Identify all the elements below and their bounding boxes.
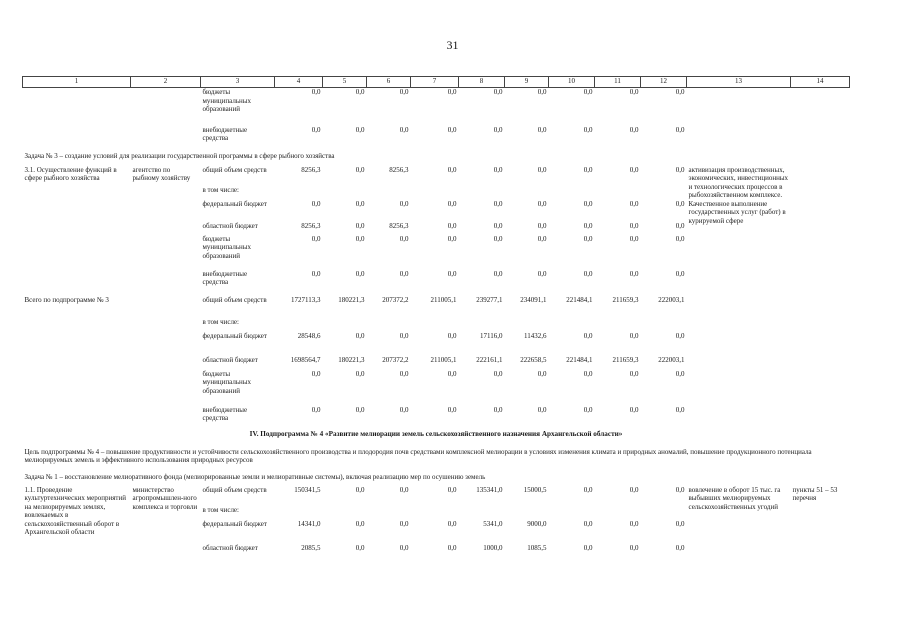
funding-source: общий объем средств — [202, 165, 267, 174]
value-cell: 0,0 — [537, 125, 547, 134]
value-cell: 0,0 — [311, 369, 321, 378]
value-cell: 0,0 — [537, 88, 547, 96]
value-cell: 8256,3 — [301, 165, 321, 174]
col-header: 10 — [549, 77, 595, 88]
value-cell: 1727113,3 — [291, 295, 321, 304]
goal-row — [23, 444, 850, 468]
value-cell: 0,0 — [447, 221, 457, 230]
col-header: 14 — [791, 77, 850, 88]
table-row — [23, 486, 850, 506]
value-cell: 0,0 — [675, 485, 685, 494]
task-1-text: Задача № 1 – восстановление мелиоративного фонда (мелиорированные земли и мелиоративные системы), включая реализацию мер по осушению земель — [24, 472, 486, 481]
value-cell: 0,0 — [311, 125, 321, 134]
value-cell: 0,0 — [311, 88, 321, 96]
value-cell: 0,0 — [355, 221, 365, 230]
value-cell: 0,0 — [493, 269, 503, 278]
value-cell: 0,0 — [355, 234, 365, 243]
value-cell: 0,0 — [583, 331, 593, 340]
value-cell: 0,0 — [447, 405, 457, 414]
value-cell: 0,0 — [675, 331, 685, 340]
value-cell: 0,0 — [447, 88, 457, 96]
value-cell: 0,0 — [355, 331, 365, 340]
value-cell: 222658,5 — [520, 355, 547, 364]
value-cell: 0,0 — [493, 405, 503, 414]
value-cell: 28548,6 — [297, 331, 321, 340]
value-cell: 239277,1 — [476, 295, 503, 304]
value-cell: 0,0 — [399, 543, 409, 552]
value-cell: 0,0 — [355, 369, 365, 378]
funding-source: областной бюджет — [202, 543, 258, 552]
col-header: 6 — [367, 77, 411, 88]
section-title-row — [23, 430, 850, 444]
value-cell: 0,0 — [675, 369, 685, 378]
value-cell: 0,0 — [355, 405, 365, 414]
executor: министерство агропромышлен-ного комплекса и торговли — [132, 485, 198, 511]
value-cell: 0,0 — [493, 369, 503, 378]
task-row — [23, 468, 850, 486]
value-cell: 180221,3 — [338, 295, 365, 304]
measure-name: 1.1. Проведение культуртехнических мероприятий на мелиорируемых землях, вовлекаемых в сельскохозяйственный оборот в Архангельской области — [24, 485, 126, 537]
value-cell: 0,0 — [629, 165, 639, 174]
value-cell: 0,0 — [675, 125, 685, 134]
value-cell: 0,0 — [583, 485, 593, 494]
value-cell: 222161,1 — [476, 355, 503, 364]
value-cell: 0,0 — [399, 485, 409, 494]
table-row — [23, 88, 850, 126]
value-cell: 0,0 — [447, 519, 457, 528]
funding-source: бюджеты муниципальных образований — [202, 369, 251, 395]
value-cell: 211659,3 — [612, 355, 639, 364]
value-cell: 0,0 — [447, 269, 457, 278]
value-cell: 0,0 — [355, 269, 365, 278]
value-cell: 150341,5 — [294, 485, 321, 494]
value-cell: 0,0 — [583, 165, 593, 174]
value-cell: 0,0 — [629, 485, 639, 494]
measure-name: 3.1. Осуществление функций в сфере рыбного хозяйства — [24, 165, 117, 183]
value-cell: 0,0 — [629, 331, 639, 340]
value-cell: 221484,1 — [566, 295, 593, 304]
value-cell: 0,0 — [629, 221, 639, 230]
value-cell: 0,0 — [629, 269, 639, 278]
col-header: 12 — [641, 77, 687, 88]
value-cell: 0,0 — [629, 405, 639, 414]
value-cell: 0,0 — [447, 125, 457, 134]
funding-source: бюджеты муниципальных образований — [202, 234, 251, 260]
col-header: 7 — [411, 77, 459, 88]
value-cell: 0,0 — [355, 165, 365, 174]
funding-source: внебюджетные средства — [202, 125, 248, 143]
subprogram-total-label: Всего по подпрограмме № 3 — [24, 295, 109, 304]
value-cell: 0,0 — [583, 369, 593, 378]
value-cell: 0,0 — [583, 88, 593, 96]
value-cell: 0,0 — [447, 485, 457, 494]
value-cell: 0,0 — [493, 199, 503, 208]
value-cell: 0,0 — [629, 88, 639, 96]
value-cell: 0,0 — [583, 125, 593, 134]
funding-source: федеральный бюджет — [202, 519, 267, 528]
value-cell: 0,0 — [537, 199, 547, 208]
value-cell: 0,0 — [399, 125, 409, 134]
column-header-row — [23, 77, 850, 88]
value-cell: 0,0 — [583, 269, 593, 278]
page-number: 31 — [446, 38, 459, 52]
funding-source: внебюджетные средства — [202, 269, 248, 287]
funding-source: внебюджетные средства — [202, 405, 248, 423]
value-cell: 0,0 — [355, 519, 365, 528]
value-cell: 0,0 — [629, 234, 639, 243]
funding-source: федеральный бюджет — [202, 199, 267, 208]
value-cell: 2085,5 — [301, 543, 321, 552]
table-row — [23, 166, 850, 186]
value-cell: 207372,2 — [382, 295, 409, 304]
funding-source: бюджеты муниципальных образований — [202, 88, 251, 114]
value-cell: 0,0 — [399, 88, 409, 96]
subprogram-4-goal: Цель подпрограммы № 4 – повышение продуктивности и устойчивости сельскохозяйственного производства и плодородия почв средствами комплексной мелиорации в условиях изменения климата и природных аномалий, повышение продукционного потенциала мелиорируемых земель и эффективного использования природных ресурсов — [24, 447, 812, 465]
value-cell: 0,0 — [447, 199, 457, 208]
value-cell: 0,0 — [447, 234, 457, 243]
value-cell: 211005,1 — [430, 355, 457, 364]
col-header: 3 — [201, 77, 275, 88]
value-cell: 0,0 — [399, 234, 409, 243]
value-cell: 0,0 — [583, 234, 593, 243]
value-cell: 0,0 — [537, 269, 547, 278]
col-header: 4 — [275, 77, 323, 88]
value-cell: 0,0 — [493, 165, 503, 174]
value-cell: 0,0 — [583, 405, 593, 414]
funding-source: федеральный бюджет — [202, 331, 267, 340]
value-cell: 0,0 — [355, 543, 365, 552]
value-cell: 0,0 — [493, 88, 503, 96]
value-cell: 0,0 — [447, 165, 457, 174]
value-cell: 1085,5 — [527, 543, 547, 552]
funding-source: общий объем средств — [202, 295, 267, 304]
including-label: в том числе: — [202, 185, 239, 194]
col-header: 2 — [131, 77, 201, 88]
table-row — [23, 126, 850, 152]
value-cell: 0,0 — [493, 221, 503, 230]
value-cell: 0,0 — [537, 405, 547, 414]
value-cell: 0,0 — [675, 234, 685, 243]
col-header: 9 — [505, 77, 549, 88]
col-header: 1 — [23, 77, 131, 88]
value-cell: 0,0 — [311, 269, 321, 278]
value-cell: 0,0 — [537, 369, 547, 378]
value-cell: 135341,0 — [476, 485, 503, 494]
value-cell: 0,0 — [583, 519, 593, 528]
value-cell: 0,0 — [583, 543, 593, 552]
value-cell: 0,0 — [675, 519, 685, 528]
col-header: 11 — [595, 77, 641, 88]
funding-source: областной бюджет — [202, 355, 258, 364]
value-cell: 17116,0 — [480, 331, 503, 340]
value-cell: 0,0 — [583, 221, 593, 230]
value-cell: 0,0 — [537, 221, 547, 230]
task-3-text: Задача № 3 – создание условий для реализации государственной программы в сфере рыбного хозяйства — [24, 151, 335, 160]
executor: агентство по рыбному хозяйству — [132, 165, 191, 183]
value-cell: 0,0 — [399, 199, 409, 208]
funding-source: областной бюджет — [202, 221, 258, 230]
value-cell: 234091,1 — [520, 295, 547, 304]
value-cell: 0,0 — [675, 199, 685, 208]
value-cell: 222003,1 — [658, 355, 685, 364]
program-table — [22, 76, 850, 560]
value-cell: 9000,0 — [527, 519, 547, 528]
subprogram-4-title: IV. Подпрограмма № 4 «Развитие мелиорации земель сельскохозяйственного назначения Архангельской области» — [249, 429, 623, 438]
value-cell: 222003,1 — [658, 295, 685, 304]
value-cell: 0,0 — [583, 199, 593, 208]
expected-result: активизация производственных, экономических, инвестиционных и технологических процессов в рыбохозяйственном комплексе. Качественное выполнение государственных услуг (работ) в курируемой сфере — [688, 165, 789, 226]
value-cell: 0,0 — [447, 331, 457, 340]
value-cell: 211659,3 — [612, 295, 639, 304]
including-label: в том числе: — [202, 317, 239, 326]
value-cell: 0,0 — [399, 269, 409, 278]
value-cell: 0,0 — [675, 269, 685, 278]
value-cell: 180221,3 — [338, 355, 365, 364]
value-cell: 0,0 — [447, 543, 457, 552]
value-cell: 11432,6 — [524, 331, 547, 340]
col-header: 8 — [459, 77, 505, 88]
value-cell: 0,0 — [675, 165, 685, 174]
value-cell: 0,0 — [399, 405, 409, 414]
value-cell: 0,0 — [493, 234, 503, 243]
value-cell: 0,0 — [675, 221, 685, 230]
value-cell: 207372,2 — [382, 355, 409, 364]
col-header: 5 — [323, 77, 367, 88]
value-cell: 0,0 — [355, 485, 365, 494]
value-cell: 0,0 — [399, 519, 409, 528]
value-cell: 0,0 — [493, 125, 503, 134]
value-cell: 221484,1 — [566, 355, 593, 364]
value-cell: 0,0 — [629, 125, 639, 134]
value-cell: 14341,0 — [297, 519, 321, 528]
value-cell: 1698564,7 — [290, 355, 321, 364]
value-cell: 0,0 — [355, 199, 365, 208]
value-cell: 0,0 — [355, 88, 365, 96]
including-label: в том числе: — [202, 505, 239, 514]
value-cell: 8256,3 — [301, 221, 321, 230]
funding-source: общий объем средств — [202, 485, 267, 494]
value-cell: 0,0 — [311, 234, 321, 243]
table-row — [23, 296, 850, 318]
task-row — [23, 152, 850, 166]
value-cell: 0,0 — [311, 199, 321, 208]
value-cell: 0,0 — [399, 331, 409, 340]
value-cell: 0,0 — [675, 543, 685, 552]
value-cell: 0,0 — [629, 369, 639, 378]
value-cell: 1000,0 — [483, 543, 503, 552]
reference-points: пункты 51 – 53 перечня — [792, 485, 838, 503]
value-cell: 15000,5 — [523, 485, 547, 494]
col-header: 13 — [687, 77, 791, 88]
value-cell: 0,0 — [447, 369, 457, 378]
value-cell: 8256,3 — [389, 165, 409, 174]
value-cell: 0,0 — [537, 165, 547, 174]
value-cell: 0,0 — [355, 125, 365, 134]
value-cell: 8256,3 — [389, 221, 409, 230]
value-cell: 0,0 — [675, 88, 685, 96]
value-cell: 5341,0 — [483, 519, 503, 528]
value-cell: 0,0 — [399, 369, 409, 378]
value-cell: 0,0 — [629, 543, 639, 552]
value-cell: 0,0 — [537, 234, 547, 243]
value-cell: 0,0 — [675, 405, 685, 414]
value-cell: 211005,1 — [430, 295, 457, 304]
value-cell: 0,0 — [629, 519, 639, 528]
value-cell: 0,0 — [311, 405, 321, 414]
expected-result: вовлечение в оборот 15 тыс. га выбывших мелиорируемых сельскохозяйственных угодий — [688, 485, 781, 511]
value-cell: 0,0 — [629, 199, 639, 208]
